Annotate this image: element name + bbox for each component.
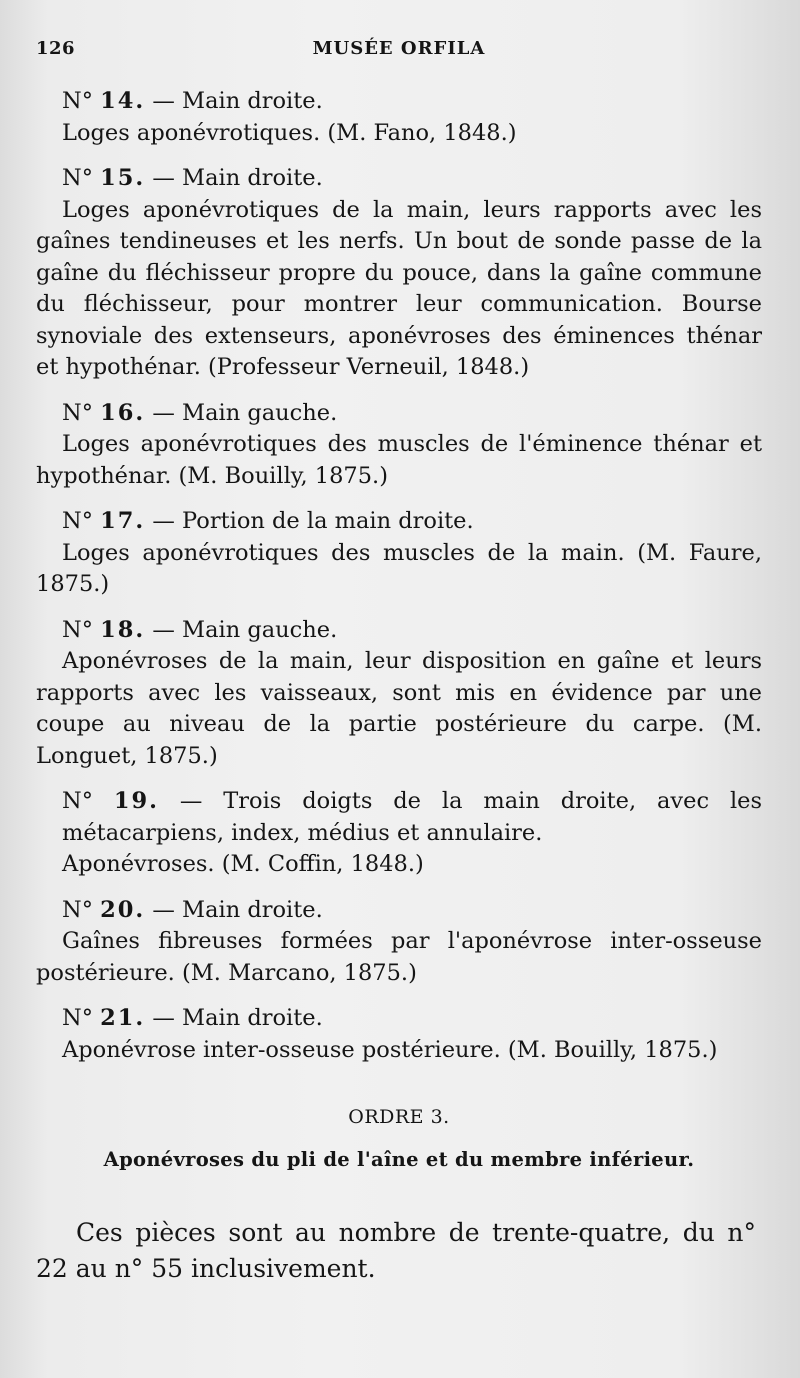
- page-body: [36, 86, 762, 1287]
- entry-number-label: N°: [62, 896, 93, 923]
- entry-number-label: N°: [62, 788, 93, 814]
- entry-title: — Main droite.: [152, 896, 323, 923]
- entry-number: 21.: [100, 1005, 146, 1031]
- entry-number-label: N°: [62, 508, 93, 534]
- entry-description: Loges aponévrotiques des muscles de l'éminence thénar et hypothénar. (M. Bouilly, 1875.): [36, 431, 762, 489]
- entry-number: 15.: [100, 165, 146, 191]
- entry-heading: [36, 506, 762, 538]
- entry-number-label: N°: [62, 88, 93, 114]
- catalog-entry-19: [36, 786, 762, 881]
- entry-description: Loges aponévrotiques des muscles de la main. (M. Faure, 1875.): [36, 539, 762, 597]
- entry-heading: [36, 398, 762, 430]
- entry-number: 17.: [100, 508, 146, 534]
- catalog-entry-21: [36, 1003, 762, 1066]
- entry-heading: [36, 786, 762, 849]
- catalog-entry-20: [36, 895, 762, 990]
- running-title: MUSÉE ORFILA: [312, 38, 486, 59]
- entry-heading: [36, 615, 762, 647]
- entry-number: 16.: [100, 399, 146, 426]
- entry-heading: [36, 895, 762, 927]
- catalog-entry-15: [36, 163, 762, 384]
- entry-title: — Main droite.: [152, 1005, 323, 1031]
- entry-description: Loges aponévrotiques. (M. Fano, 1848.): [62, 119, 517, 146]
- entry-title: — Main gauche.: [152, 616, 338, 643]
- catalog-entry-17: [36, 506, 762, 601]
- entry-number: 19.: [113, 788, 159, 814]
- entry-number: 14.: [100, 88, 146, 114]
- catalog-entry-18: [36, 615, 762, 773]
- entry-number-label: N°: [62, 616, 93, 643]
- catalog-entry-14: [36, 86, 762, 149]
- entry-title: — Main droite.: [152, 88, 323, 114]
- page-header: [36, 38, 762, 68]
- entry-title: — Trois doigts de la main droite, avec les métacarpiens, index, médius et annulaire.: [62, 788, 763, 846]
- entry-number: 18.: [100, 616, 146, 643]
- entry-heading: [36, 1003, 762, 1035]
- entry-number: 20.: [100, 896, 146, 923]
- entry-title: — Portion de la main droite.: [152, 508, 474, 534]
- catalog-entry-16: [36, 398, 762, 493]
- entry-description: Aponévrose inter-osseuse postérieure. (M. Bouilly, 1875.): [62, 1036, 718, 1063]
- entry-description: Aponévroses de la main, leur disposition en gaîne et leurs rapports avec les vaisseaux, sont mis en évidence par une coupe au niveau de la partie postérieure du carpe. (M. Longuet, 1875.): [36, 648, 762, 769]
- section-title: Aponévroses du pli de l'aîne et du membre inférieur.: [103, 1147, 695, 1171]
- entry-title: — Main gauche.: [152, 399, 338, 426]
- entry-number-label: N°: [62, 165, 93, 191]
- page-number: 126: [36, 38, 76, 59]
- order-heading: ORDRE 3.: [348, 1106, 450, 1128]
- entry-description: Loges aponévrotiques de la main, leurs rapports avec les gaînes tendineuses et les nerfs. Un bout de sonde passe de la gaîne du fléchisseur propre du pouce, dans la gaîne commune du fléchisseur, pour montrer leur communication. Bourse synoviale des extenseurs, aponévroses des éminences thénar et hypothénar. (Professeur Verneuil, 1848.): [36, 196, 762, 380]
- section-summary: Ces pièces sont au nombre de trente-quatre, du n° 22 au n° 55 inclusivement.: [36, 1218, 756, 1283]
- entry-heading: [36, 86, 762, 118]
- entry-heading: [36, 163, 762, 195]
- entry-title: — Main droite.: [152, 165, 323, 191]
- entry-number-label: N°: [62, 1005, 93, 1031]
- entry-description: Aponévroses. (M. Coffin, 1848.): [62, 851, 424, 877]
- entry-number-label: N°: [62, 399, 93, 426]
- entry-description: Gaînes fibreuses formées par l'aponévrose inter-osseuse postérieure. (M. Marcano, 1875.): [36, 928, 762, 986]
